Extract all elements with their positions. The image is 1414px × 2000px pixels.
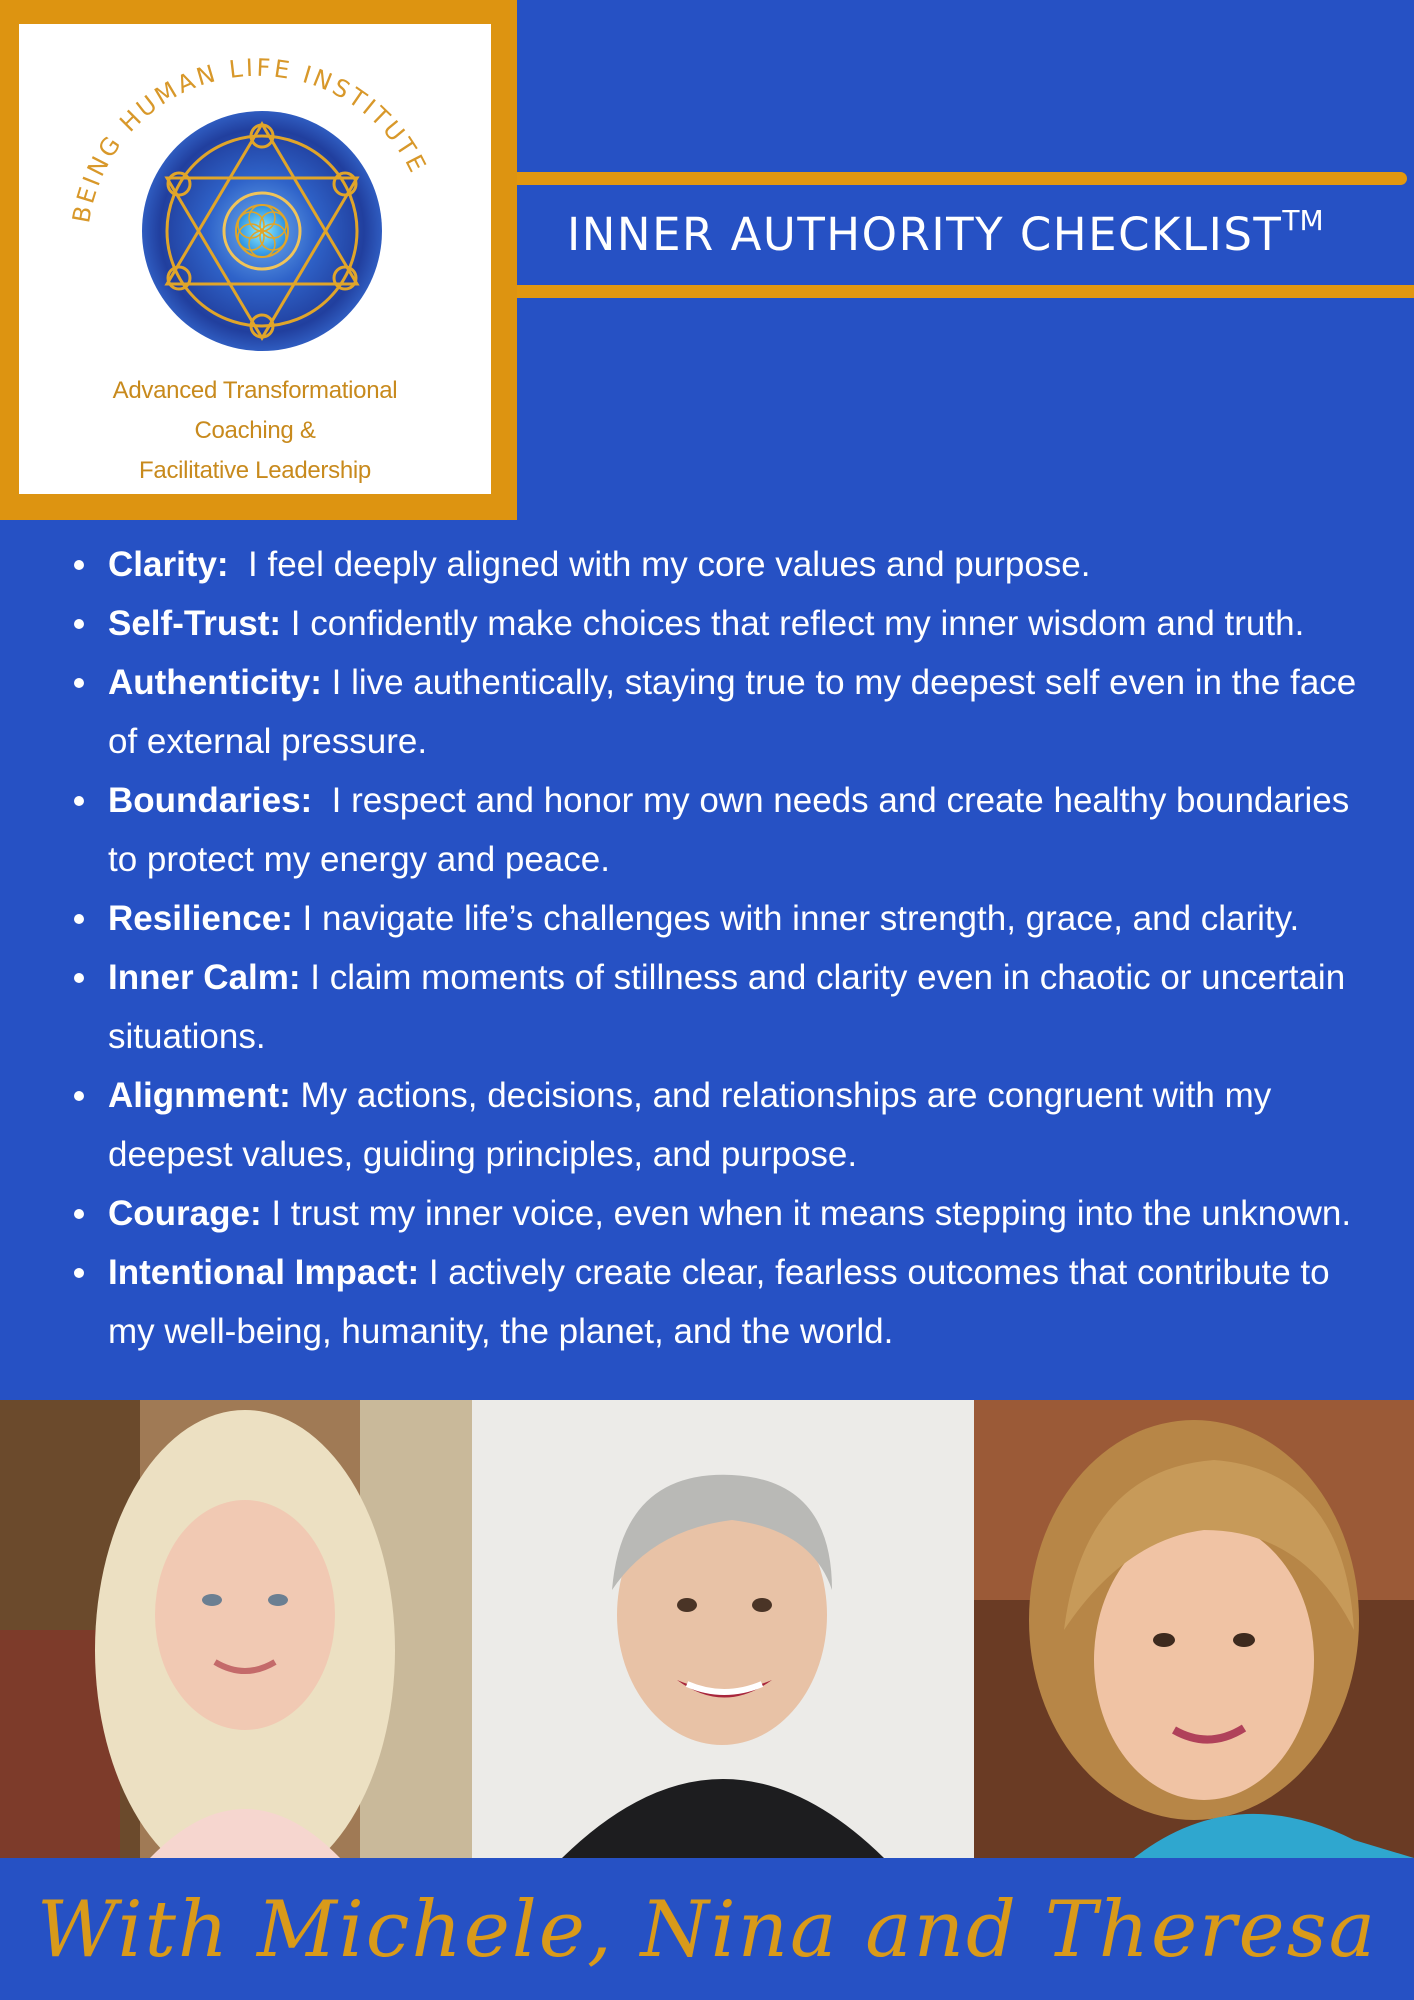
portrait-photo-3	[974, 1400, 1414, 1858]
checklist-item-authenticity	[0, 653, 1414, 771]
checklist-text: I confidently make choices that reflect my inner wisdom and truth.	[281, 604, 1305, 643]
checklist-text: I actively create clear, fearless outcomes that contribute to my well-being, humanity, the planet, and the world.	[108, 1253, 1340, 1351]
checklist	[0, 535, 1414, 1361]
checklist-text: I claim moments of stillness and clarity even in chaotic or uncertain situations.	[108, 958, 1355, 1056]
checklist-term: Intentional Impact:	[108, 1253, 420, 1292]
portrait-photo-2	[472, 1400, 974, 1858]
checklist-item-intentional-impact	[0, 1243, 1414, 1361]
portrait-photo-1	[0, 1400, 472, 1858]
checklist-term: Clarity:	[108, 545, 229, 584]
logo-frame	[0, 0, 517, 520]
logo-tagline-line-3: Facilitative Leadership	[139, 457, 371, 484]
trademark-mark: TM	[1282, 204, 1324, 237]
title-rule-bottom	[517, 285, 1414, 298]
page-title-text: INNER AUTHORITY CHECKLIST	[567, 208, 1283, 261]
checklist-item-inner-calm	[0, 948, 1414, 1066]
logo-tagline-line-2: Coaching &	[194, 417, 316, 444]
checklist-term: Alignment:	[108, 1076, 291, 1115]
checklist-item-self-trust	[0, 594, 1414, 653]
institute-logo	[19, 24, 491, 494]
logo-tagline-line-1: Advanced Transformational	[112, 377, 398, 404]
checklist-item-alignment	[0, 1066, 1414, 1184]
checklist-term: Boundaries:	[108, 781, 313, 820]
signature-line: With Michele, Nina and Theresa	[36, 1885, 1378, 1975]
checklist-term: Self-Trust:	[108, 604, 282, 643]
logo-arc-text: BEING HUMAN LIFE INSTITUTE	[67, 53, 433, 226]
coach-photos	[0, 1400, 1414, 1858]
checklist-item-clarity	[0, 535, 1414, 594]
checklist-text: I navigate life’s challenges with inner strength, grace, and clarity.	[292, 899, 1300, 938]
checklist-term: Authenticity:	[108, 663, 322, 702]
title-rule-top	[517, 172, 1407, 185]
checklist-term: Inner Calm:	[108, 958, 301, 997]
checklist-text: I live authentically, staying true to my deepest self even in the face of external pressure.	[108, 663, 1366, 761]
checklist-text: I trust my inner voice, even when it means stepping into the unknown.	[261, 1194, 1352, 1233]
checklist-text: I feel deeply aligned with my core values and purpose.	[228, 545, 1091, 584]
page-title	[567, 204, 1387, 261]
checklist-item-boundaries	[0, 771, 1414, 889]
checklist-item-courage	[0, 1184, 1414, 1243]
checklist-term: Resilience:	[108, 899, 293, 938]
checklist-text: I respect and honor my own needs and create healthy boundaries to protect my energy and peace.	[108, 781, 1359, 879]
checklist-term: Courage:	[108, 1194, 262, 1233]
checklist-text: My actions, decisions, and relationships are congruent with my deepest values, guiding principles, and purpose.	[108, 1076, 1281, 1174]
checklist-item-resilience	[0, 889, 1414, 948]
